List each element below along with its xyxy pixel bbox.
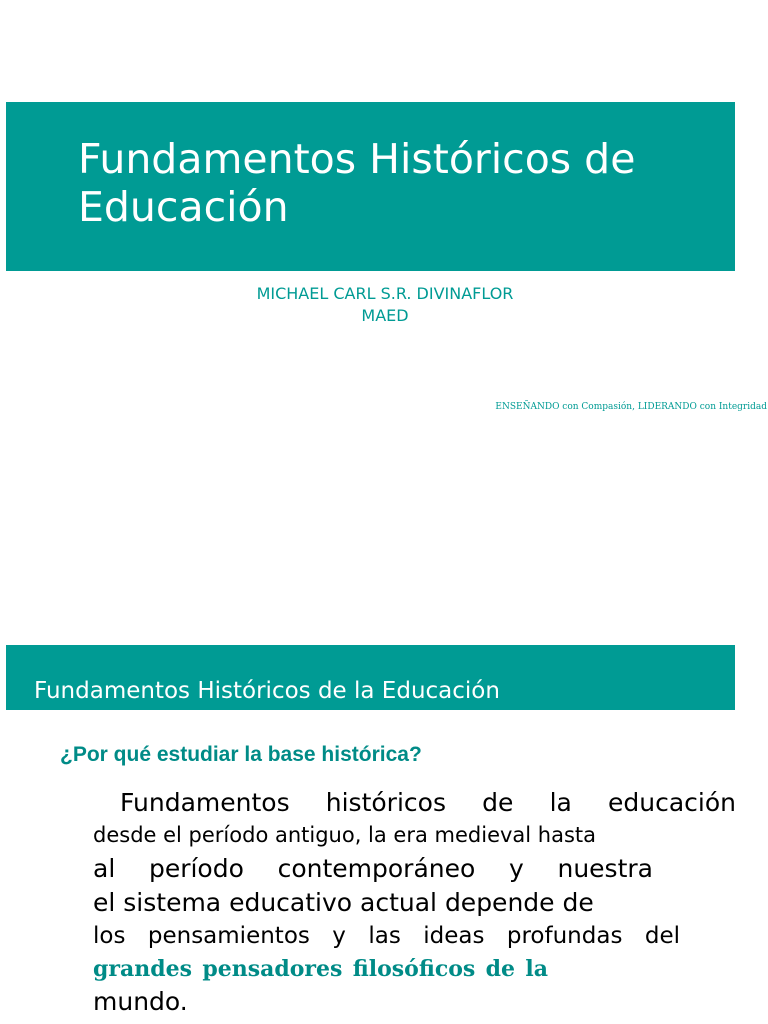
author-degree: MAED bbox=[361, 306, 409, 325]
paragraph-word: históricos bbox=[325, 788, 446, 817]
paragraph-word: los bbox=[93, 923, 126, 949]
paragraph-word: la bbox=[549, 788, 572, 817]
paragraph-word: al bbox=[93, 854, 116, 883]
paragraph-word: la bbox=[525, 956, 548, 982]
paragraph-line-1 bbox=[93, 786, 736, 820]
paragraph-word: contemporáneo bbox=[277, 854, 476, 883]
paragraph-word: grandes bbox=[93, 956, 192, 982]
section-question: ¿Por qué estudiar la base histórica? bbox=[60, 743, 422, 766]
paragraph-word: educación bbox=[608, 788, 736, 817]
paragraph-word: filosóficos bbox=[352, 956, 476, 982]
paragraph-line-6-highlight bbox=[93, 953, 548, 985]
paragraph-word: y bbox=[332, 923, 346, 949]
paragraph-word: las bbox=[368, 923, 401, 949]
paragraph-word: pensadores bbox=[202, 956, 343, 982]
paragraph-word: pensamientos bbox=[147, 923, 310, 949]
slide-title: Fundamentos Históricos de Educación bbox=[78, 135, 636, 231]
author-name: MICHAEL CARL S.R. DIVINAFLOR bbox=[256, 284, 514, 303]
paragraph-word: del bbox=[644, 923, 680, 949]
paragraph-word: ideas bbox=[423, 923, 485, 949]
paragraph-word: Fundamentos bbox=[120, 788, 290, 817]
author-block bbox=[130, 283, 640, 327]
paragraph-word: profundas bbox=[506, 923, 623, 949]
paragraph-word: nuestra bbox=[557, 854, 653, 883]
paragraph-line-2: desde el período antiguo, la era medieval hasta bbox=[93, 823, 597, 847]
paragraph-line-3 bbox=[93, 852, 653, 886]
paragraph-word: de bbox=[485, 956, 516, 982]
paragraph-word: y bbox=[508, 854, 524, 883]
motto-text: ENSEÑANDO con Compasión, LIDERANDO con Integridad bbox=[495, 402, 767, 412]
paragraph-word: período bbox=[148, 854, 244, 883]
paragraph-line-4: el sistema educativo actual depende de bbox=[93, 888, 594, 917]
section-title: Fundamentos Históricos de la Educación bbox=[34, 678, 500, 704]
paragraph-line-5 bbox=[93, 920, 680, 952]
paragraph-line-7: mundo. bbox=[93, 987, 188, 1016]
paragraph-word: de bbox=[482, 788, 514, 817]
